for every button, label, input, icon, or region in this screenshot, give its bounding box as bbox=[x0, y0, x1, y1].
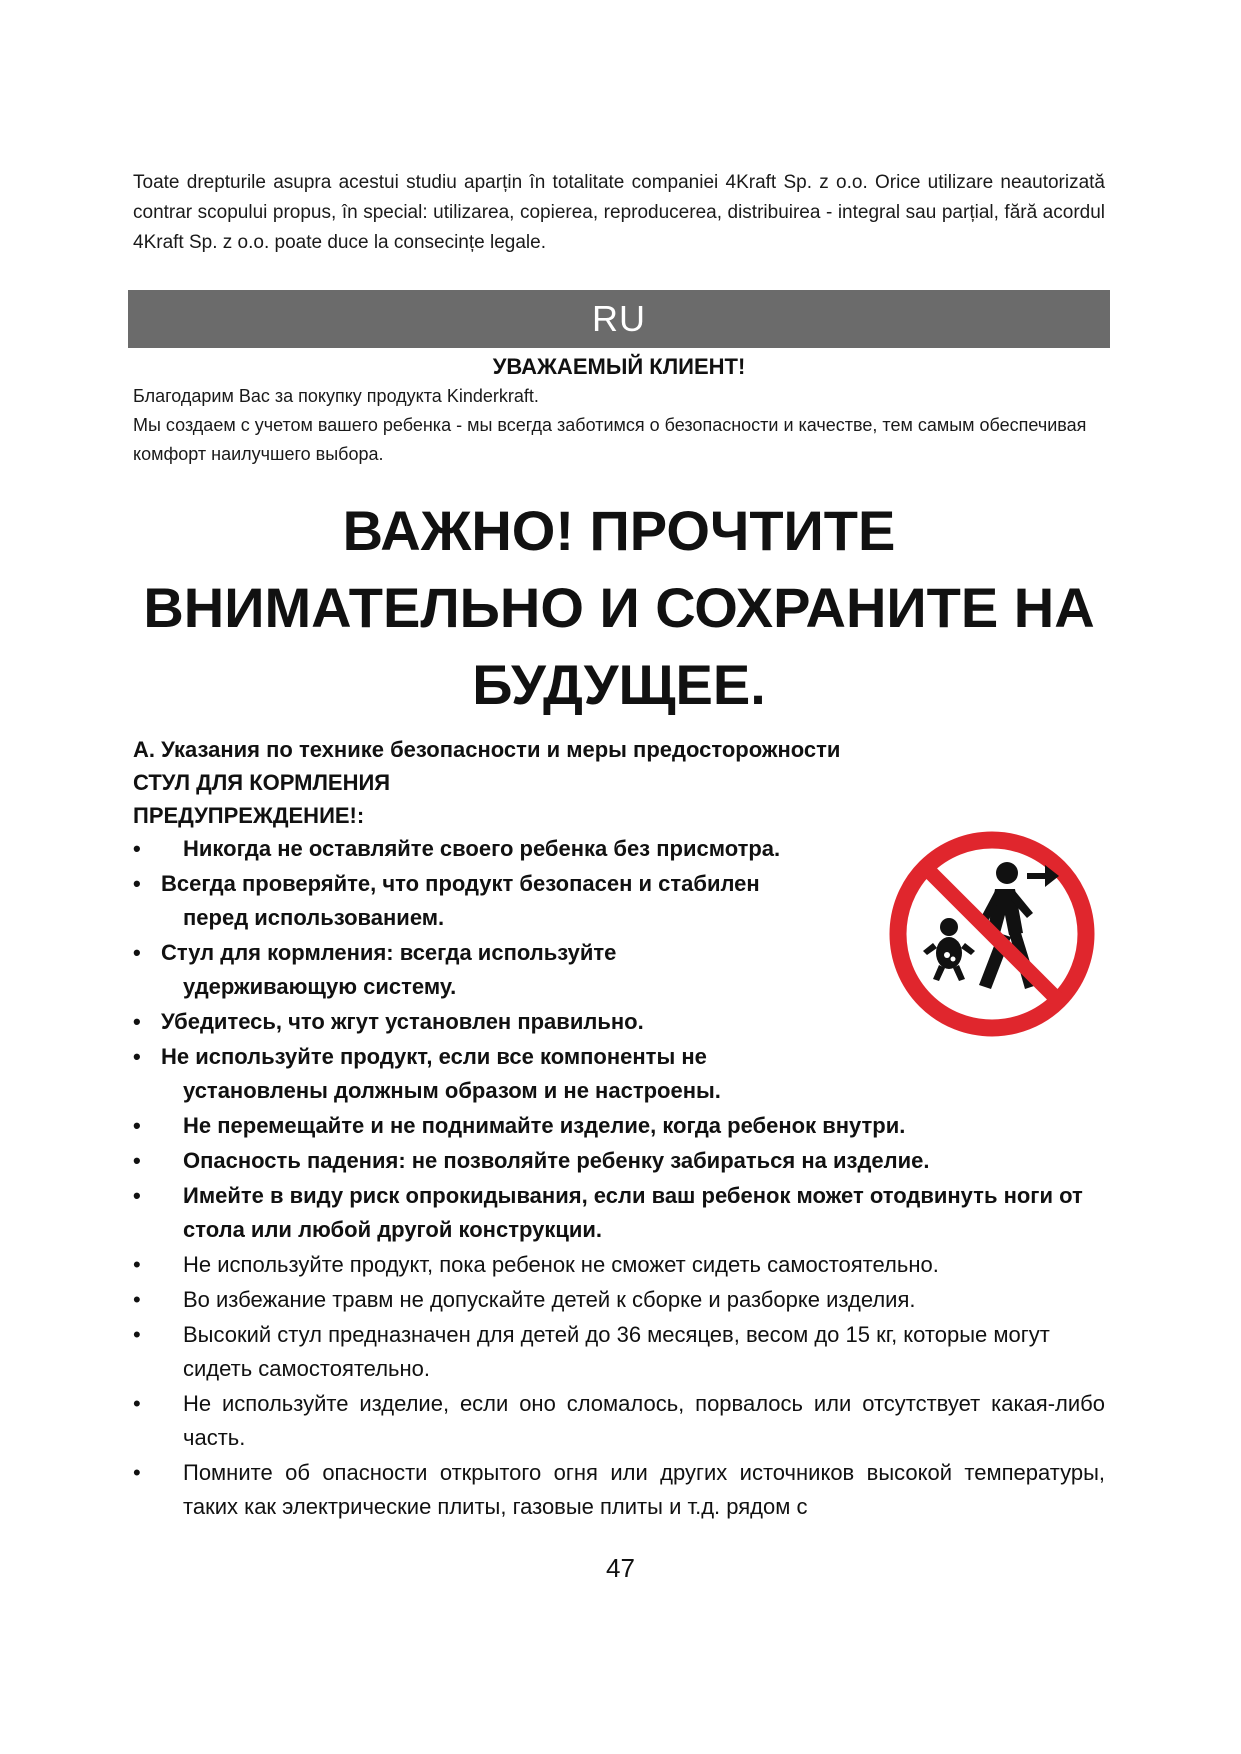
page-number: 47 bbox=[606, 1553, 635, 1583]
important-line-1: ВАЖНО! ПРОЧТИТЕ bbox=[342, 499, 896, 562]
list-item-text: Во избежание травм не допускайте детей к сборке и разборке изделия. bbox=[183, 1287, 916, 1312]
list-item-text: Опасность падения: не позволяйте ребенку забираться на изделие. bbox=[183, 1148, 930, 1173]
bullet: • bbox=[133, 1148, 141, 1173]
list-item bbox=[133, 1040, 881, 1108]
list-item-text: Убедитесь, что жгут установлен правильно. bbox=[161, 1009, 644, 1034]
bullet: • bbox=[133, 1044, 141, 1069]
list-item-text: Не используйте продукт, пока ребенок не сможет сидеть самостоятельно. bbox=[183, 1252, 939, 1277]
list-item-text: Не используйте продукт, если все компоненты не bbox=[161, 1044, 707, 1069]
copyright-notice: Toate drepturile asupra acestui studiu aparțin în totalitate companiei 4Kraft Sp. z o.o. Orice utilizare neautorizată contrar scopului propus, în special: utilizarea, copierea, reproducerea, distribuirea - integral sau parțial, fără acordul 4Kraft Sp. z o.o. poate duce la consecințe legale. bbox=[133, 172, 1105, 253]
list-item bbox=[133, 867, 881, 935]
list-item bbox=[133, 1005, 1105, 1039]
bullet: • bbox=[133, 1252, 141, 1277]
list-item-continuation: установлены должным образом и не настроены. bbox=[183, 1078, 721, 1103]
section-subtitle: СТУЛ ДЛЯ КОРМЛЕНИЯ bbox=[133, 770, 391, 795]
list-item-text: Высокий стул предназначен для детей до 36 месяцев, весом до 15 кг, которые могут сидеть самостоятельно. bbox=[183, 1322, 1050, 1381]
bullet: • bbox=[133, 1009, 141, 1034]
list-item-text: Стул для кормления: всегда используйте bbox=[161, 940, 617, 965]
important-line-2: ВНИМАТЕЛЬНО И СОХРАНИТЕ НА bbox=[143, 576, 1095, 639]
list-item bbox=[133, 1283, 1105, 1317]
list-item bbox=[133, 936, 881, 1004]
important-heading bbox=[128, 492, 1110, 723]
bullet: • bbox=[133, 836, 141, 861]
list-item bbox=[133, 1179, 1105, 1247]
language-band: RU bbox=[128, 290, 1110, 348]
warnings-list bbox=[133, 832, 1105, 1525]
list-item-text: Не используйте изделие, если оно сломалось, порвалось или отсутствует какая-либо часть. bbox=[183, 1391, 1105, 1450]
intro-line-2: Мы создаем с учетом вашего ребенка - мы всегда заботимся о безопасности и качестве, тем самым обеспечивая комфорт наилучшего выбора. bbox=[133, 415, 1087, 464]
list-item bbox=[133, 1456, 1105, 1524]
list-item bbox=[133, 1248, 1105, 1282]
bullet: • bbox=[133, 1113, 141, 1138]
important-line-3: БУДУЩЕЕ. bbox=[472, 653, 766, 716]
bullet: • bbox=[133, 1287, 141, 1312]
list-item bbox=[133, 1144, 1105, 1178]
list-item-continuation: удерживающую систему. bbox=[183, 974, 457, 999]
list-item bbox=[133, 1387, 1105, 1455]
intro-line-1: Благодарим Вас за покупку продукта Kinderkraft. bbox=[133, 386, 539, 406]
list-item-text: Не перемещайте и не поднимайте изделие, когда ребенок внутри. bbox=[183, 1113, 906, 1138]
list-item-text: Имейте в виду риск опрокидывания, если ваш ребенок может отодвинуть ноги от стола или любой другой конструкции. bbox=[183, 1183, 1083, 1242]
bullet: • bbox=[133, 940, 141, 965]
greeting-heading: УВАЖАЕМЫЙ КЛИЕНТ! bbox=[492, 354, 746, 379]
section-title: A. Указания по технике безопасности и меры предосторожности bbox=[133, 737, 841, 762]
list-item-text: Всегда проверяйте, что продукт безопасен и стабилен bbox=[161, 871, 760, 896]
list-item bbox=[133, 1109, 1105, 1143]
list-item bbox=[133, 832, 1105, 866]
bullet: • bbox=[133, 1391, 141, 1416]
bullet: • bbox=[133, 1322, 141, 1347]
list-item-continuation: перед использованием. bbox=[183, 905, 445, 930]
bullet: • bbox=[133, 1183, 141, 1208]
bullet: • bbox=[133, 1460, 141, 1485]
bullet: • bbox=[133, 871, 141, 896]
list-item bbox=[133, 1318, 1105, 1386]
section-headings bbox=[133, 733, 1105, 832]
warning-label: ПРЕДУПРЕЖДЕНИЕ!: bbox=[133, 803, 365, 828]
intro-text bbox=[133, 382, 1105, 469]
list-item-text: Никогда не оставляйте своего ребенка без присмотра. bbox=[183, 836, 781, 861]
list-item-text: Помните об опасности открытого огня или других источников высокой температуры, таких как электрические плиты, газовые плиты и т.д. рядом с bbox=[183, 1460, 1105, 1519]
